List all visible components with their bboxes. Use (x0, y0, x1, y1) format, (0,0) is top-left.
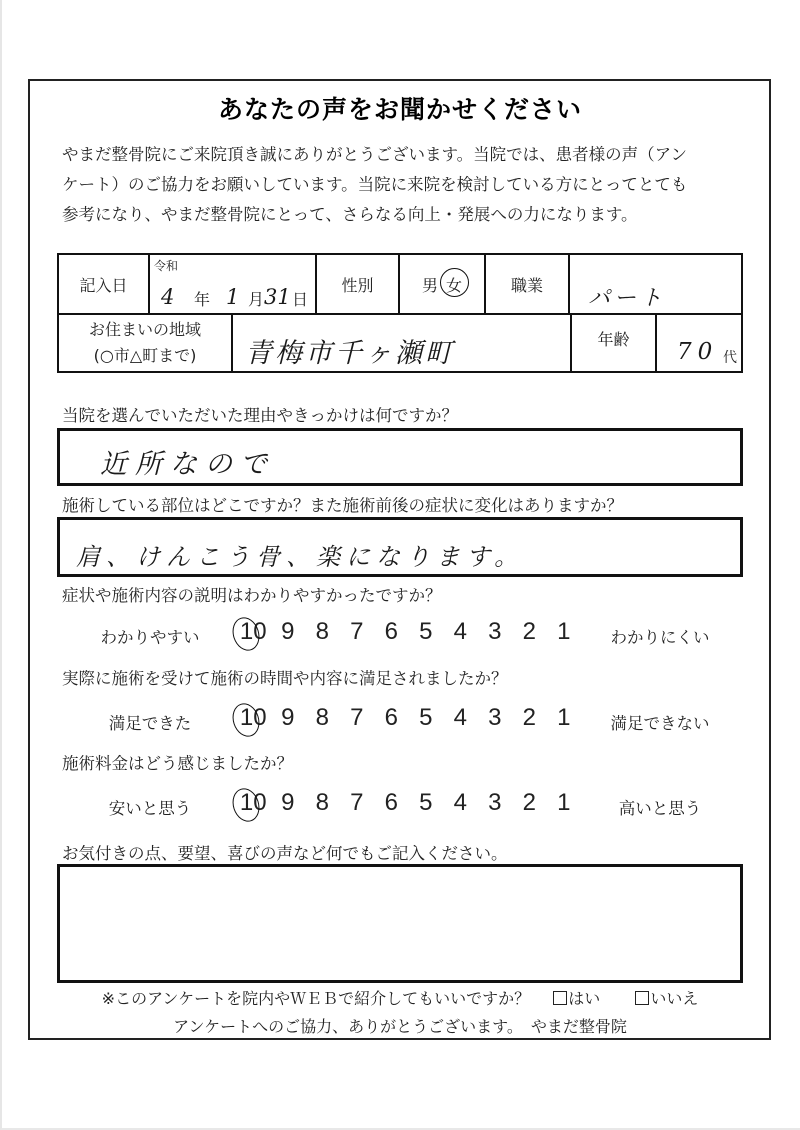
scale-5-right-label: 高いと思う (618, 799, 702, 818)
answer-1: 近所なので (100, 449, 275, 480)
date-month: 1 (226, 285, 240, 309)
question-2: 施術している部位はどこですか？また施術前後の症状に変化はありますか？ (62, 496, 623, 515)
comments-box[interactable] (57, 864, 743, 983)
scale-5-option-9[interactable]: 9 (281, 789, 295, 816)
question-1: 当院を選んでいただいた理由やきっかけは何ですか？ (62, 406, 458, 425)
gender-female-label: 女 (446, 275, 463, 295)
question-6: お気付きの点、要望、喜びの声など何でもご記入ください。 (62, 844, 508, 863)
day-suffix: 日 (292, 290, 309, 309)
scale-4-option-3[interactable]: 3 (488, 704, 502, 731)
no-label: いいえ (650, 989, 699, 1008)
scale-3-option-1[interactable]: 1 (557, 618, 571, 645)
scale-3-option-6[interactable]: 6 (384, 618, 398, 645)
checkbox-yes-icon[interactable] (553, 991, 567, 1005)
intro-line: ケート）のご協力をお願いしています。当院に来院を検討している方にとってとても (62, 175, 688, 194)
scale-3-option-7[interactable]: 7 (350, 618, 364, 645)
intro-line: 参考になり、やまだ整骨院にとって、さらなる向上・発展への力になります。 (62, 205, 638, 224)
scale-4-right-label: 満足できない (610, 714, 710, 733)
scale-4-option-2[interactable]: 2 (522, 704, 536, 731)
scale-5-left-label: 安いと思う (108, 799, 192, 818)
scale-4-option-5[interactable]: 5 (419, 704, 433, 731)
residence-field[interactable] (231, 313, 572, 373)
age-label-cell (570, 313, 657, 373)
rating-scale-4 (0, 704, 800, 734)
residence-hint: (○市△町まで) (93, 346, 197, 365)
question-3: 症状や施術内容の説明はわかりやすかったですか？ (62, 586, 442, 605)
scale-3-option-3[interactable]: 3 (488, 618, 502, 645)
age-label: 年齢 (597, 330, 630, 349)
permission-yes-option[interactable] (553, 989, 605, 1008)
rating-scale-5 (0, 789, 800, 819)
date-label-cell (57, 253, 150, 315)
form-title: あなたの声をお聞かせください (217, 95, 582, 124)
scale-5-option-4[interactable]: 4 (453, 789, 467, 816)
rating-scale-3 (0, 618, 800, 648)
scale-4-option-7[interactable]: 7 (350, 704, 364, 731)
intro-line: やまだ整骨院にご来院頂き誠にありがとうございます。当院では、患者様の声（アン (62, 145, 688, 164)
gender-label-cell (315, 253, 400, 315)
residence-value: 青梅市千ヶ瀬町 (245, 338, 455, 369)
permission-no-option[interactable] (635, 989, 698, 1008)
scale-3-left-label: わかりやすい (100, 628, 200, 647)
month-suffix: 月 (248, 290, 265, 309)
scale-3-option-9[interactable]: 9 (281, 618, 295, 645)
answer-box-2[interactable] (57, 517, 743, 577)
scale-4-option-6[interactable]: 6 (384, 704, 398, 731)
question-4: 実際に施術を受けて施術の時間や内容に満足されましたか？ (62, 669, 508, 688)
scale-5-option-8[interactable]: 8 (315, 789, 329, 816)
permission-question: ※このアンケートを院内やＷＥＢで紹介してもいいですか？ (101, 989, 531, 1008)
residence-label-cell (57, 313, 233, 373)
scale-4-options (236, 704, 581, 732)
selection-circle-icon (440, 268, 469, 297)
scale-4-option-4[interactable]: 4 (453, 704, 467, 731)
scale-5-option-10[interactable]: 10 (236, 789, 271, 817)
scale-5-option-2[interactable]: 2 (522, 789, 536, 816)
scale-4-option-8[interactable]: 8 (315, 704, 329, 731)
yes-label: はい (568, 989, 601, 1008)
question-5: 施術料金はどう感じましたか？ (62, 754, 293, 773)
age-field[interactable] (655, 313, 743, 373)
scale-3-option-4[interactable]: 4 (453, 618, 467, 645)
scale-3-option-10[interactable]: 10 (236, 618, 271, 646)
scale-5-option-5[interactable]: 5 (419, 789, 433, 816)
thanks-note: アンケートへのご協力、ありがとうございます。 やまだ整骨院 (173, 1017, 627, 1036)
scale-5-option-7[interactable]: 7 (350, 789, 364, 816)
scale-4-option-9[interactable]: 9 (281, 704, 295, 731)
occupation-label: 職業 (510, 275, 543, 295)
date-field[interactable] (148, 253, 317, 315)
intro-paragraph (62, 140, 722, 230)
year-suffix: 年 (194, 290, 211, 309)
scale-4-option-10[interactable]: 10 (236, 704, 271, 732)
age-suffix: 代 (723, 350, 737, 366)
answer-box-1[interactable] (57, 428, 743, 486)
info-table (57, 253, 743, 373)
scale-5-option-6[interactable]: 6 (384, 789, 398, 816)
answer-2: 肩、けんこう骨、楽になります。 (76, 543, 525, 571)
occupation-value: パート (588, 286, 667, 311)
scale-3-option-5[interactable]: 5 (419, 618, 433, 645)
scale-3-options (236, 618, 581, 646)
gender-option-male[interactable]: 男 (421, 275, 438, 295)
gender-field[interactable] (398, 253, 486, 315)
scale-4-option-1[interactable]: 1 (557, 704, 571, 731)
checkbox-no-icon[interactable] (635, 991, 649, 1005)
date-day: 31 (264, 285, 291, 309)
scale-3-right-label: わかりにくい (610, 628, 710, 647)
scale-5-options (236, 789, 581, 817)
date-label: 記入日 (79, 275, 128, 295)
occupation-label-cell (484, 253, 570, 315)
scale-5-option-1[interactable]: 1 (557, 789, 571, 816)
scale-5-option-3[interactable]: 3 (488, 789, 502, 816)
date-year: 4 (161, 285, 175, 309)
scale-4-left-label: 満足できた (108, 714, 192, 733)
permission-row (0, 986, 800, 1009)
residence-label: お住まいの地域 (88, 320, 201, 339)
scale-3-option-2[interactable]: 2 (522, 618, 536, 645)
era-label: 令和 (154, 259, 179, 273)
scale-3-option-8[interactable]: 8 (315, 618, 329, 645)
gender-label: 性別 (341, 275, 374, 295)
occupation-field[interactable] (568, 253, 743, 315)
age-value: 70 (677, 339, 719, 365)
gender-option-female[interactable] (446, 273, 462, 296)
